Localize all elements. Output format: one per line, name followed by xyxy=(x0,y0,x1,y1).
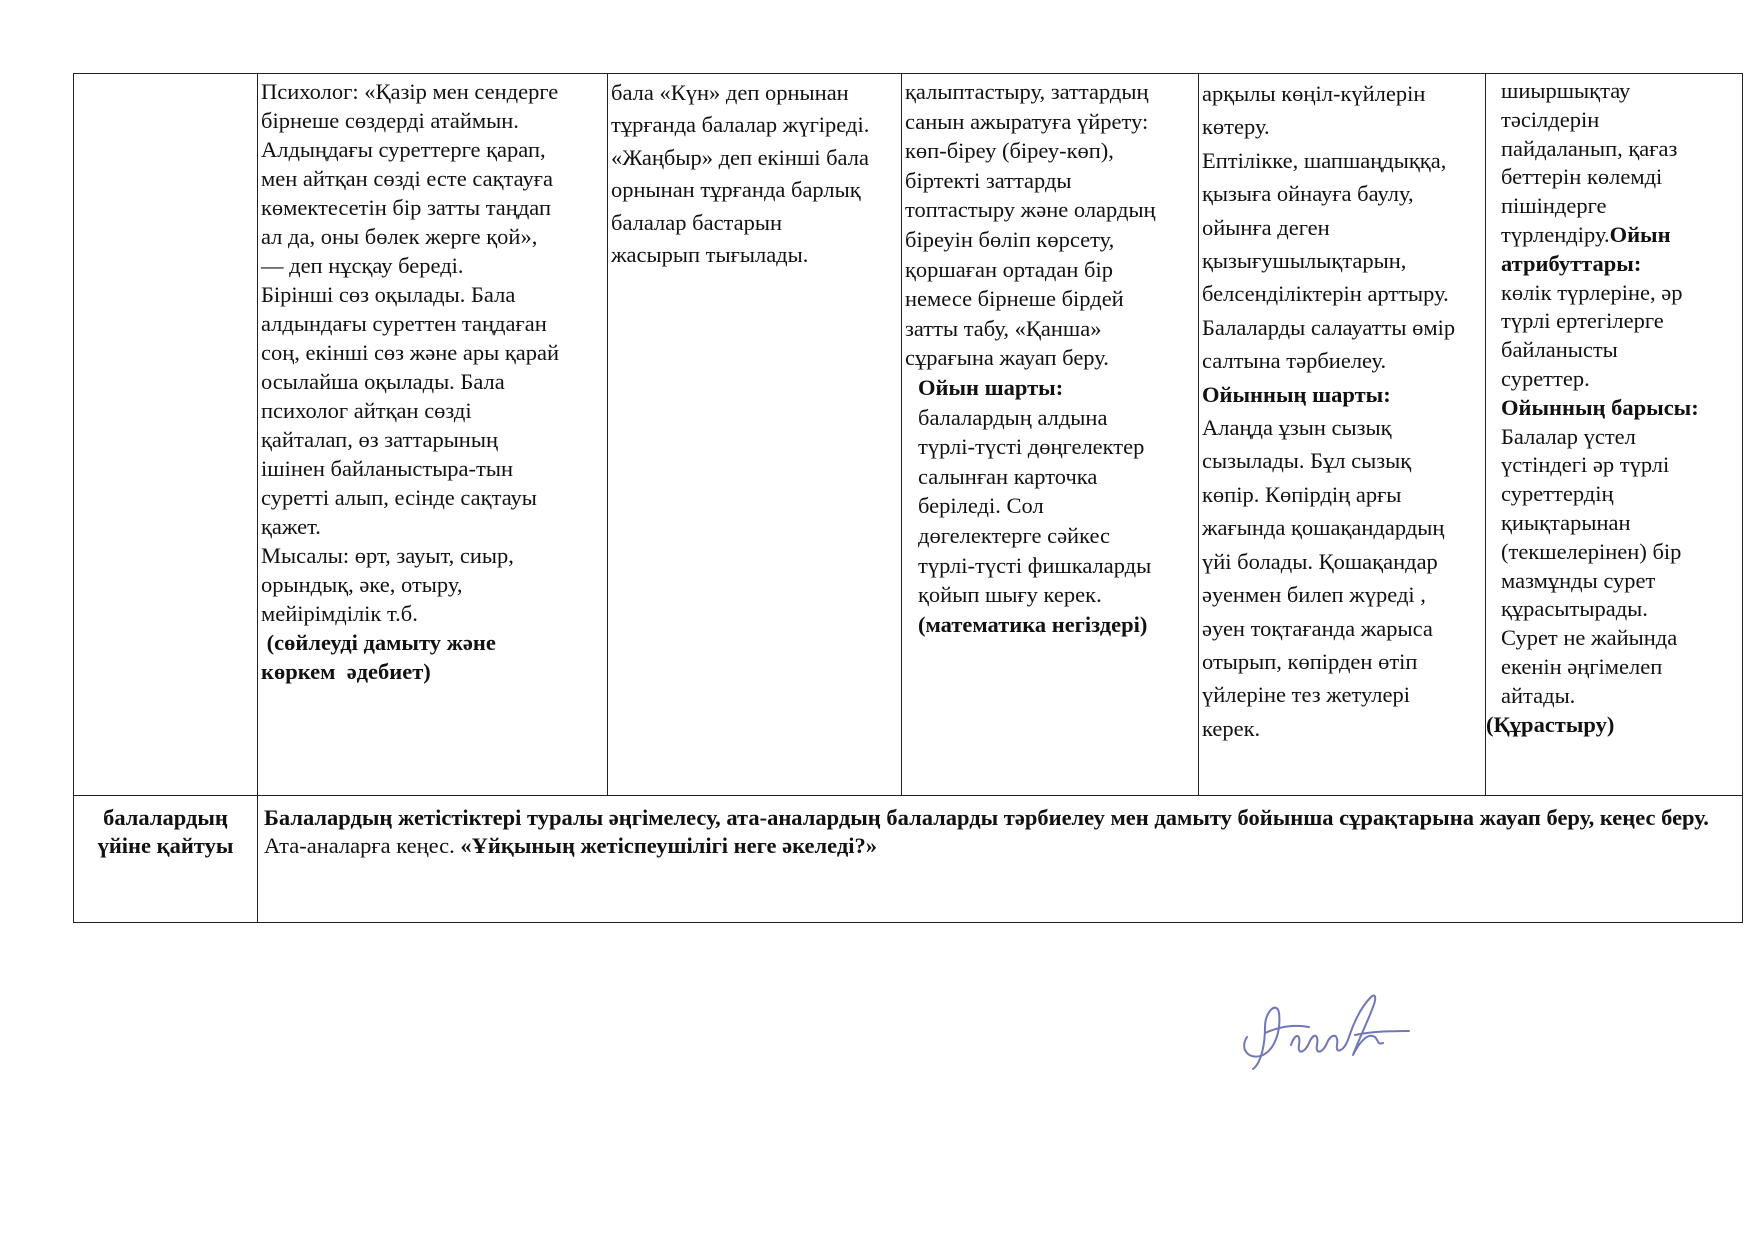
col6-attributes-heading-1: Ойын xyxy=(1609,221,1671,247)
table-row xyxy=(74,74,1743,796)
text-line: біртекті заттарды xyxy=(905,167,1072,193)
text-line: пайдаланып, қағаз xyxy=(1501,135,1678,161)
signature xyxy=(1235,975,1415,1085)
text-line: немесе бірнеше бірдей xyxy=(905,286,1124,312)
text-line: көркем әдебиет) xyxy=(261,659,431,684)
text-line: қайталап, өз заттарының xyxy=(261,427,499,452)
math-game-cell xyxy=(902,74,1199,796)
text-line: тәсілдерін xyxy=(1501,106,1600,132)
col6-transform-line xyxy=(1501,221,1739,250)
text-line: дөгелектерге сәйкес xyxy=(918,522,1110,548)
col6-lines-a xyxy=(1501,77,1739,221)
text-line: көпір. Көпірдің арғы xyxy=(1202,481,1402,507)
text-line: салынған карточка xyxy=(918,463,1098,489)
col6-transform: түрлендіру. xyxy=(1501,221,1610,247)
text-line: құрасытырады. xyxy=(1501,596,1648,622)
text-line: ал да, оны бөлек жерге қой», xyxy=(261,224,538,249)
text-line: орнынан тұрғанда барлық xyxy=(611,177,861,203)
text-line: балалардың алдына xyxy=(918,404,1108,430)
text-line: мейірімділік т.б. xyxy=(261,601,418,626)
text-line: керек. xyxy=(1202,715,1261,741)
text-line: бірнеше сөздерді атаймын. xyxy=(261,108,519,133)
text-line: екенін әңгімелеп xyxy=(1501,653,1663,679)
text-line: мазмұнды сурет xyxy=(1501,567,1656,593)
text-line: суреттер. xyxy=(1501,365,1590,391)
text-line: Ептілікке, шапшаңдыққа, xyxy=(1202,147,1447,173)
text-line: үйіне қайтуы xyxy=(97,833,234,858)
col5-lines-a xyxy=(1202,77,1482,378)
text-line: Бірінші сөз оқылады. Бала xyxy=(261,282,516,307)
col6-progress-heading: Ойынның барысы: xyxy=(1501,394,1699,420)
text-line: топтастыру және олардың xyxy=(905,197,1156,223)
text-line: жағында қошақандардың xyxy=(1202,515,1445,541)
col2-lines xyxy=(261,77,604,628)
text-line: (текшелерінен) бір xyxy=(1501,538,1682,564)
text-line: көмектесетін бір затты таңдап xyxy=(261,195,552,220)
text-line: суреттердің xyxy=(1501,481,1614,507)
text-line: алдындағы суреттен таңдаған xyxy=(261,311,547,336)
text-line: қоршаған ортадан бір xyxy=(905,256,1113,282)
text-line: біреуін бөліп көрсету, xyxy=(905,226,1115,252)
text-line: тұрғанда балалар жүгіреді. xyxy=(611,112,870,138)
col4-condition-lines xyxy=(918,403,1195,610)
going-home-label xyxy=(74,796,257,860)
text-line: көлік түрлеріне, әр xyxy=(1501,279,1683,305)
text-line: Балалар үстел xyxy=(1501,423,1636,449)
text-line: — деп нұсқау береді. xyxy=(261,253,464,278)
text-line: үйі болады. Қошақандар xyxy=(1202,548,1438,574)
text-line: үстіндегі әр түрлі xyxy=(1501,452,1670,478)
advice-title: «Ұйқының жетіспеушілігі неге әкеледі?» xyxy=(460,833,877,858)
col6-subject: (Құрастыру) xyxy=(1486,711,1615,737)
bridge-game-cell xyxy=(1199,74,1486,796)
text-line: әуенмен билеп жүреді , xyxy=(1202,582,1426,608)
text-line: санын ажыратуға үйрету: xyxy=(905,108,1149,134)
text-line: ішінен байланыстыра-тын xyxy=(261,456,514,481)
text-line: соң, екінші сөз және ары қарай xyxy=(261,340,560,365)
advice-prefix: Ата-аналарға кеңес. xyxy=(264,833,461,858)
col5-lines-b xyxy=(1202,411,1482,745)
text-line: Сурет не жайында xyxy=(1501,625,1678,651)
text-line: әуен тоқтағанда жарыса xyxy=(1202,615,1433,641)
text-line: Алаңда ұзын сызық xyxy=(1202,415,1392,441)
text-line: мен айтқан сөзді есте сақтауға xyxy=(261,166,553,191)
text-line: балалар бастарын xyxy=(611,209,783,235)
text-line: «Жаңбыр» деп екінші бала xyxy=(611,144,869,170)
going-home-body: Балалардың жетістіктері туралы әңгімелесу, ата-аналардың балаларды тәрбиелеу мен дамыту бойынша сұрақтарына жауап беру, кеңес беру. xyxy=(264,805,1709,830)
text-line: Балаларды салауатты өмір xyxy=(1202,314,1456,340)
text-line: жасырып тығылады. xyxy=(611,242,809,268)
text-line: көп-біреу (біреу-көп), xyxy=(905,138,1114,164)
text-line: беттерін көлемді xyxy=(1501,164,1663,190)
text-line: отырып, көпірден өтіп xyxy=(1202,648,1418,674)
text-line: түрлі ертегілерге xyxy=(1501,308,1664,334)
text-line: Алдыңдағы суреттерге қарап, xyxy=(261,137,546,162)
text-line: психолог айтқан сөзді xyxy=(261,398,472,423)
text-line: суретті алып, есінде сақтауы xyxy=(261,485,537,510)
construction-game-cell xyxy=(1486,74,1743,796)
table-row xyxy=(74,796,1743,923)
sun-rain-game-cell xyxy=(608,74,902,796)
col6-lines-c xyxy=(1501,423,1739,711)
plan-table xyxy=(73,73,1743,923)
text-line: қойып шығу керек. xyxy=(918,582,1102,608)
text-line: арқылы көңіл-күйлерін xyxy=(1202,81,1426,106)
text-line: бала «Күн» деп орнынан xyxy=(611,80,849,105)
text-line: байланысты xyxy=(1501,337,1618,363)
col3-lines xyxy=(611,77,898,271)
going-home-label-cell xyxy=(74,796,258,923)
text-line: белсенділіктерін арттыру. xyxy=(1202,281,1449,307)
text-line: қызыға ойнауға баулу, xyxy=(1202,181,1414,207)
text-line: көтеру. xyxy=(1202,114,1270,140)
text-line: түрлі-түсті дөңгелектер xyxy=(918,434,1145,460)
row-label-cell-empty xyxy=(74,74,258,796)
text-line: қалыптастыру, заттардың xyxy=(905,79,1149,104)
col4-condition-heading: Ойын шарты: xyxy=(918,374,1064,400)
text-line: салтына тәрбиелеу. xyxy=(1202,348,1387,374)
text-line: Мысалы: өрт, зауыт, сиыр, xyxy=(261,543,514,568)
col4-lines xyxy=(905,77,1195,373)
text-line: қажет. xyxy=(261,514,321,539)
going-home-body-cell xyxy=(258,796,1743,923)
text-line: орындық, әке, отыру, xyxy=(261,572,463,597)
text-line: пішіндерге xyxy=(1501,193,1607,219)
text-line: беріледі. Сол xyxy=(918,493,1044,519)
text-line: осылайша оқылады. Бала xyxy=(261,369,505,394)
col6-lines-b xyxy=(1501,279,1739,394)
col4-subject: (математика негіздері) xyxy=(918,611,1148,637)
col5-condition-heading: Ойынның шарты: xyxy=(1202,381,1391,407)
text-line: сызылады. Бұл сызық xyxy=(1202,448,1412,474)
text-line: Психолог: «Қазір мен сендерге xyxy=(261,79,559,104)
text-line: балалардың xyxy=(103,805,228,830)
text-line: затты табу, «Қанша» xyxy=(905,315,1102,341)
text-line: ойынға деген xyxy=(1202,214,1330,240)
col2-subject xyxy=(261,628,604,686)
text-line: қызығушылықтарын, xyxy=(1202,248,1407,274)
col6-attributes-heading-2: атрибуттары: xyxy=(1501,250,1642,276)
text-line: қиықтарынан xyxy=(1501,509,1631,535)
parents-advice-line xyxy=(264,832,1736,860)
text-line: түрлі-түсті фишкаларды xyxy=(918,552,1152,578)
text-line: айтады. xyxy=(1501,682,1576,708)
text-line: (сөйлеуді дамыту және xyxy=(261,630,496,655)
text-line: үйлеріне тез жетулері xyxy=(1202,682,1411,708)
text-line: сұрағына жауап беру. xyxy=(905,345,1109,371)
psychologist-game-cell xyxy=(258,74,608,796)
text-line: шиыршықтау xyxy=(1501,78,1631,103)
